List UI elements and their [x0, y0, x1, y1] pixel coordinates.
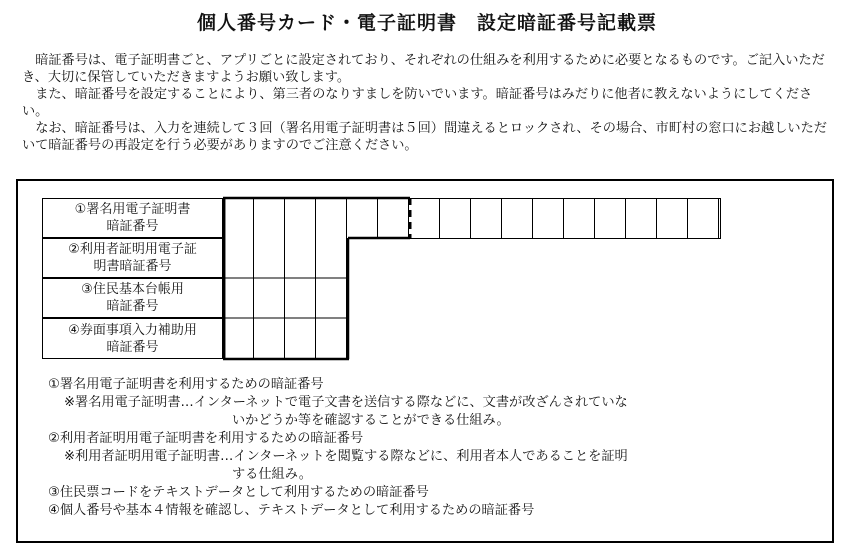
pin-cells-signature — [223, 198, 719, 238]
pin-cells-user-auth — [223, 238, 347, 278]
note-2-detail: ※利用者証明用電子証明書…インターネットを閲覧する際などに、利用者本人であることを証明 — [64, 449, 628, 464]
pin-cell[interactable] — [254, 318, 285, 359]
pin-cell[interactable] — [440, 198, 471, 238]
pin-cell[interactable] — [502, 198, 533, 238]
page-title: 個人番号カード・電子証明書 設定暗証番号記載票 — [196, 12, 657, 34]
intro-paragraph-3: なお、暗証番号は、入力を連続して３回（署名用電子証明書は５回）間違えるとロックされ、その場合、市町村の窓口にお越しいただいて暗証番号の再設定を行う必要がありますのでご注意ください。 — [22, 121, 827, 153]
pin-cell[interactable] — [316, 238, 347, 278]
intro-paragraph-1: 暗証番号は、電子証明書ごと、アプリごとに設定されており、それぞれの仕組みを利用するために必要となるものです。ご記入いただき、大切に保管していただきますようお願い致します。 — [22, 53, 825, 85]
pin-cell[interactable] — [285, 198, 316, 238]
pin-cell[interactable] — [285, 318, 316, 359]
note-4: ④個人番号や基本４情報を確認し、テキストデータとして利用するための暗証番号 — [48, 503, 535, 518]
row-label-card-info — [42, 318, 223, 359]
note-1-detail: ※署名用電子証明書…インターネットで電子文書を送信する際などに、文書が改ざんされていな — [64, 395, 628, 410]
pin-cell[interactable] — [254, 198, 285, 238]
notes-section — [48, 376, 808, 520]
pin-cell[interactable] — [223, 278, 254, 318]
pin-cell[interactable] — [378, 198, 409, 238]
row-label-user-auth — [42, 238, 223, 278]
row-label-line1: ②利用者証明用電子証 — [68, 242, 197, 257]
pin-cell[interactable] — [657, 198, 688, 238]
note-1-detail-cont: いかどうか等を確認することができる仕組み。 — [232, 413, 510, 428]
note-3: ③住民票コードをテキストデータとして利用するための暗証番号 — [48, 485, 429, 500]
pin-cell[interactable] — [223, 238, 254, 278]
pin-cell[interactable] — [595, 198, 626, 238]
pin-cell[interactable] — [254, 238, 285, 278]
pin-cell[interactable] — [316, 318, 347, 359]
pin-cell[interactable] — [285, 278, 316, 318]
pin-cell[interactable] — [223, 198, 254, 238]
pin-cell[interactable] — [347, 198, 378, 238]
pin-cell[interactable] — [254, 278, 285, 318]
note-1: ①署名用電子証明書を利用するための暗証番号 — [48, 377, 324, 392]
row-label-line1: ③住民基本台帳用 — [81, 282, 184, 297]
pin-cell[interactable] — [688, 198, 719, 238]
note-2-detail-cont: する仕組み。 — [232, 467, 312, 482]
pin-cell[interactable] — [564, 198, 595, 238]
row-label-line1: ①署名用電子証明書 — [74, 202, 191, 217]
pin-cell[interactable] — [223, 318, 254, 359]
pin-cell[interactable] — [316, 278, 347, 318]
row-label-line2: 暗証番号 — [106, 339, 159, 355]
pin-cell[interactable] — [316, 198, 347, 238]
pin-cells-resident-registry — [223, 278, 347, 318]
row-label-signature — [42, 198, 223, 238]
pin-cell[interactable] — [533, 198, 564, 238]
row-label-line1: ④券面事項入力補助用 — [68, 322, 197, 338]
row-label-line2: 暗証番号 — [106, 299, 159, 314]
note-2: ②利用者証明用電子証明書を利用するための暗証番号 — [48, 431, 364, 446]
intro-paragraph-2: また、暗証番号を設定することにより、第三者のなりすましを防いでいます。暗証番号はみだりに他者に教えないようにしてください。 — [22, 87, 813, 119]
intro-text — [22, 52, 834, 154]
pin-cell[interactable] — [285, 238, 316, 278]
pin-cell[interactable] — [409, 198, 440, 238]
pin-cell[interactable] — [471, 198, 502, 238]
pin-cell[interactable] — [626, 198, 657, 238]
row-label-line2: 明書暗証番号 — [93, 259, 172, 274]
pin-cells-card-info — [223, 318, 347, 359]
row-label-resident-registry — [42, 278, 223, 318]
row-label-line2: 暗証番号 — [106, 219, 159, 234]
